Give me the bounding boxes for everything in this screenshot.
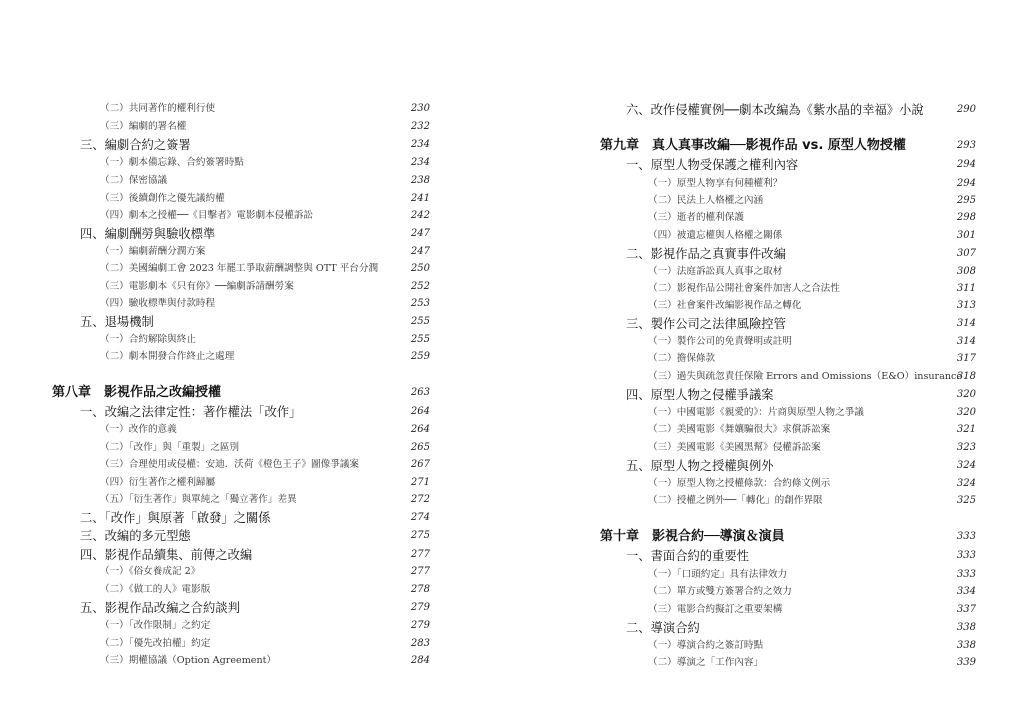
toc-entry-page: 247 <box>410 246 430 257</box>
toc-chapter-title: 第十章 影視合約──導演＆演員 <box>600 529 785 544</box>
toc-entry[interactable] <box>512 439 1024 457</box>
toc-entry-page: 298 <box>956 212 976 223</box>
toc-section-page: 247 <box>410 228 430 239</box>
toc-section-title: 一、書面合約的重要性 <box>626 549 749 563</box>
toc-entry-page: 278 <box>410 584 430 595</box>
toc-entry-page: 253 <box>410 298 430 309</box>
toc-entry-page: 324 <box>956 478 976 489</box>
right-toc-page <box>512 0 1024 726</box>
toc-entry-title: （二）《做工的人》電影版 <box>100 584 211 595</box>
toc-section[interactable] <box>512 386 1024 404</box>
toc-entry-title: （三）電影合約擬訂之重要架構 <box>648 604 783 615</box>
toc-entry-page: 337 <box>956 604 976 615</box>
toc-section[interactable] <box>0 509 512 527</box>
toc-entry[interactable] <box>0 474 512 492</box>
toc-chapter-page: 263 <box>410 387 430 398</box>
toc-section-title: 四、原型人物之侵權爭議案 <box>626 388 774 402</box>
toc-entry[interactable] <box>512 297 1024 315</box>
toc-entry-page: 308 <box>956 266 976 277</box>
toc-entry-title: （一）改作的意義 <box>100 424 177 435</box>
toc-entry[interactable] <box>512 368 1024 386</box>
toc-entry-page: 318 <box>956 371 976 382</box>
toc-entry-page: 230 <box>410 103 430 114</box>
toc-section-page: 324 <box>956 460 976 471</box>
toc-entry-page: 232 <box>410 121 430 132</box>
toc-entry-page: 333 <box>956 569 976 580</box>
toc-section-page: 277 <box>410 549 430 560</box>
toc-entry-page: 325 <box>956 495 976 506</box>
toc-entry[interactable] <box>0 278 512 296</box>
toc-chapter[interactable] <box>0 384 512 402</box>
toc-entry-title: （一）法庭訴訟真人真事之取材 <box>648 266 783 277</box>
toc-entry-page: 334 <box>956 586 976 597</box>
toc-entry-title: （一）製作公司的免責聲明或註明 <box>648 336 792 347</box>
toc-entry[interactable] <box>0 652 512 670</box>
toc-entry[interactable] <box>512 601 1024 619</box>
toc-section-page: 255 <box>410 316 430 327</box>
toc-entry-title: （二）保密協議 <box>100 175 168 186</box>
toc-entry-title: （三）期權協議（Option Agreement） <box>100 655 277 666</box>
toc-entry-page: 284 <box>410 655 430 666</box>
toc-entry-title: （一）原型人物之授權條款：合約條文例示 <box>648 478 831 489</box>
toc-entry-page: 294 <box>956 178 976 189</box>
toc-entry-title: （四）被遺忘權與人格權之關係 <box>648 230 783 241</box>
toc-entry-page: 320 <box>956 407 976 418</box>
toc-entry-page: 301 <box>956 230 976 241</box>
toc-entry[interactable] <box>0 243 512 261</box>
toc-section[interactable] <box>512 619 1024 637</box>
toc-section-page: 333 <box>956 550 976 561</box>
toc-section[interactable] <box>512 457 1024 475</box>
toc-entry-page: 252 <box>410 281 430 292</box>
toc-chapter[interactable] <box>512 137 1024 155</box>
toc-entry-page: 264 <box>410 424 430 435</box>
toc-entry-title: （二）「優先改拍權」約定 <box>100 638 211 649</box>
toc-section[interactable] <box>512 156 1024 174</box>
toc-section-title: 三、編劇合約之簽署 <box>80 138 191 152</box>
toc-entry-title: （四）劇本之授權──《目擊者》電影劇本侵權訴訟 <box>100 210 314 221</box>
toc-entry-title: （一）原型人物享有何種權利？ <box>648 178 783 189</box>
toc-entry[interactable] <box>0 331 512 349</box>
toc-section-title: 一、改編之法律定性：著作權法「改作」 <box>80 405 302 419</box>
toc-entry-title: （一）「口頭約定」具有法律效力 <box>648 569 788 580</box>
toc-section-title: 五、退場機制 <box>80 315 154 329</box>
toc-section-title: 四、編劇酬勞與驗收標準 <box>80 227 216 241</box>
toc-section-page: 264 <box>410 406 430 417</box>
toc-entry[interactable] <box>0 439 512 457</box>
toc-section-page: 314 <box>956 318 976 329</box>
toc-section[interactable] <box>0 599 512 617</box>
toc-entry-page: 279 <box>410 620 430 631</box>
toc-entry[interactable] <box>0 118 512 136</box>
toc-entry[interactable] <box>0 260 512 278</box>
toc-section-title: 五、原型人物之授權與例外 <box>626 459 774 473</box>
toc-entry-title: （二）美國編劇工會 2023 年罷工爭取薪酬調整與 OTT 平台分潤 <box>100 263 379 274</box>
toc-entry-title: （二）美國電影《舞孃騙很大》求償訴訟案 <box>648 424 831 435</box>
toc-entry-title: （二）「改作」與「重製」之區別 <box>100 442 240 453</box>
toc-entry-page: 272 <box>410 494 430 505</box>
toc-entry-page: 242 <box>410 210 430 221</box>
toc-entry-title: （二）劇本開發合作終止之處理 <box>100 351 235 362</box>
toc-entry-title: （三）社會案件改編影視作品之轉化 <box>648 300 802 311</box>
toc-entry-page: 283 <box>410 638 430 649</box>
toc-entry-page: 323 <box>956 442 976 453</box>
toc-entry-title: （二）民法上人格權之內涵 <box>648 195 764 206</box>
toc-entry-title: （二）共同著作的權利行使 <box>100 103 216 114</box>
toc-entry[interactable] <box>512 637 1024 655</box>
toc-entry-page: 295 <box>956 195 976 206</box>
toc-entry[interactable] <box>0 100 512 118</box>
toc-section-page: 294 <box>956 159 976 170</box>
toc-section[interactable] <box>0 403 512 421</box>
toc-entry-title: （二）擔保條款 <box>648 353 716 364</box>
toc-entry[interactable] <box>0 295 512 313</box>
toc-section-title: 二、影視作品之真實事件改編 <box>626 247 786 261</box>
toc-entry-page: 311 <box>956 283 976 294</box>
toc-entry-page: 321 <box>956 424 976 435</box>
toc-entry[interactable] <box>512 227 1024 245</box>
toc-section-page: 279 <box>410 602 430 613</box>
toc-entry-title: （三）電影劇本《只有你》──編劇訴請酬勞案 <box>100 281 294 292</box>
toc-entry-page: 267 <box>410 459 430 470</box>
toc-entry-page: 265 <box>410 442 430 453</box>
toc-entry-title: （一）「改作限制」之約定 <box>100 620 211 631</box>
toc-entry-title: （三）後續創作之優先議約權 <box>100 193 225 204</box>
toc-entry-title: （一）合約解除與終止 <box>100 334 196 345</box>
toc-section-title: 五、影視作品改編之合約談判 <box>80 601 240 615</box>
toc-entry[interactable] <box>0 456 512 474</box>
toc-entry-page: 255 <box>410 334 430 345</box>
toc-entry-title: （三）編劇的署名權 <box>100 121 187 132</box>
toc-entry[interactable] <box>0 421 512 439</box>
toc-entry-title: （一）《俗女養成記 2》 <box>100 566 201 577</box>
toc-entry[interactable] <box>512 475 1024 493</box>
toc-entry-page: 271 <box>410 477 430 488</box>
toc-entry-page: 259 <box>410 351 430 362</box>
toc-entry-page: 313 <box>956 300 976 311</box>
toc-section[interactable] <box>0 546 512 564</box>
toc-entry[interactable] <box>0 635 512 653</box>
toc-section-page: 234 <box>410 139 430 150</box>
toc-chapter-title: 第九章 真人真事改編──影視作品 vs. 原型人物授權 <box>600 138 906 153</box>
toc-entry-title: （二）導演之「工作內容」 <box>648 657 764 668</box>
toc-entry[interactable] <box>512 263 1024 281</box>
toc-section-page: 274 <box>410 512 430 523</box>
toc-chapter[interactable] <box>512 528 1024 546</box>
toc-section[interactable] <box>512 547 1024 565</box>
toc-entry[interactable] <box>512 209 1024 227</box>
toc-entry[interactable] <box>0 581 512 599</box>
toc-chapter-title: 第八章 影視作品之改編授權 <box>52 385 222 400</box>
toc-entry-page: 314 <box>956 336 976 347</box>
toc-entry-title: （一）中國電影《親愛的》：片商與原型人物之爭議 <box>648 407 864 418</box>
toc-entry-page: 338 <box>956 640 976 651</box>
toc-section[interactable] <box>512 245 1024 263</box>
toc-section[interactable] <box>512 101 1024 119</box>
toc-entry-page: 317 <box>956 353 976 364</box>
toc-section-page: 320 <box>956 389 976 400</box>
toc-entry-title: （三）合理使用或侵權：安迪．沃荷《橙色王子》圖像爭議案 <box>100 459 360 470</box>
toc-section-title: 三、改編的多元型態 <box>80 529 191 543</box>
toc-entry[interactable] <box>0 172 512 190</box>
toc-entry-title: （二）影視作品公開社會案件加害人之合法性 <box>648 283 840 294</box>
toc-entry[interactable] <box>0 154 512 172</box>
toc-entry-page: 241 <box>410 193 430 204</box>
toc-entry-title: （一）導演合約之簽訂時點 <box>648 640 764 651</box>
toc-entry[interactable] <box>512 583 1024 601</box>
toc-section-title: 一、原型人物受保護之權利內容 <box>626 158 799 172</box>
toc-section-page: 338 <box>956 622 976 633</box>
toc-entry-page: 238 <box>410 175 430 186</box>
toc-entry[interactable] <box>0 491 512 509</box>
toc-section-title: 六、改作侵權實例──劇本改編為《紫水晶的幸福》小說 <box>626 103 924 117</box>
toc-section-page: 290 <box>956 104 976 115</box>
toc-entry-page: 277 <box>410 566 430 577</box>
toc-entry[interactable] <box>512 404 1024 422</box>
toc-entry-title: （三）美國電影《美國黑幫》侵權訴訟案 <box>648 442 821 453</box>
toc-section-page: 307 <box>956 248 976 259</box>
toc-section-title: 二、導演合約 <box>626 621 700 635</box>
toc-section[interactable] <box>0 136 512 154</box>
toc-entry-title: （四）衍生著作之權利歸屬 <box>100 477 216 488</box>
toc-chapter-page: 293 <box>956 140 976 151</box>
toc-entry[interactable] <box>0 348 512 366</box>
toc-entry[interactable] <box>512 280 1024 298</box>
toc-entry-title: （二）單方或雙方簽署合約之效力 <box>648 586 792 597</box>
toc-section[interactable] <box>0 527 512 545</box>
toc-entry[interactable] <box>512 654 1024 672</box>
toc-entry[interactable] <box>0 617 512 635</box>
toc-entry[interactable] <box>512 350 1024 368</box>
toc-entry[interactable] <box>512 566 1024 584</box>
toc-entry-page: 339 <box>956 657 976 668</box>
toc-section-title: 三、製作公司之法律風險控管 <box>626 317 786 331</box>
toc-entry-page: 234 <box>410 157 430 168</box>
toc-entry-title: （一）編劇薪酬分潤方案 <box>100 246 206 257</box>
toc-entry[interactable] <box>512 333 1024 351</box>
toc-entry-title: （三）逝者的權利保護 <box>648 212 744 223</box>
toc-entry[interactable] <box>512 492 1024 510</box>
toc-entry[interactable] <box>0 207 512 225</box>
toc-section[interactable] <box>512 315 1024 333</box>
toc-entry-title: （四）驗收標準與付款時程 <box>100 298 216 309</box>
toc-section-title: 四、影視作品續集、前傳之改編 <box>80 548 253 562</box>
toc-entry[interactable] <box>512 192 1024 210</box>
toc-entry-title: （三）過失與疏忽責任保險 Errors and Omissions（E&O）insurance <box>648 371 963 382</box>
toc-section-page: 275 <box>410 530 430 541</box>
toc-entry-title: （一）劇本備忘錄、合約簽署時點 <box>100 157 244 168</box>
toc-section-title: 二、「改作」與原著「啟發」之關係 <box>80 511 271 525</box>
toc-section[interactable] <box>0 225 512 243</box>
toc-entry-title: （二）授權之例外──「轉化」的創作界限 <box>648 495 823 506</box>
toc-section[interactable] <box>0 313 512 331</box>
toc-entry[interactable] <box>0 563 512 581</box>
toc-entry[interactable] <box>0 190 512 208</box>
toc-entry-page: 250 <box>410 263 430 274</box>
toc-entry[interactable] <box>512 421 1024 439</box>
toc-entry-title: （五）「衍生著作」與單純之「獨立著作」差異 <box>100 494 297 505</box>
toc-entry[interactable] <box>512 175 1024 193</box>
toc-chapter-page: 333 <box>956 531 976 542</box>
